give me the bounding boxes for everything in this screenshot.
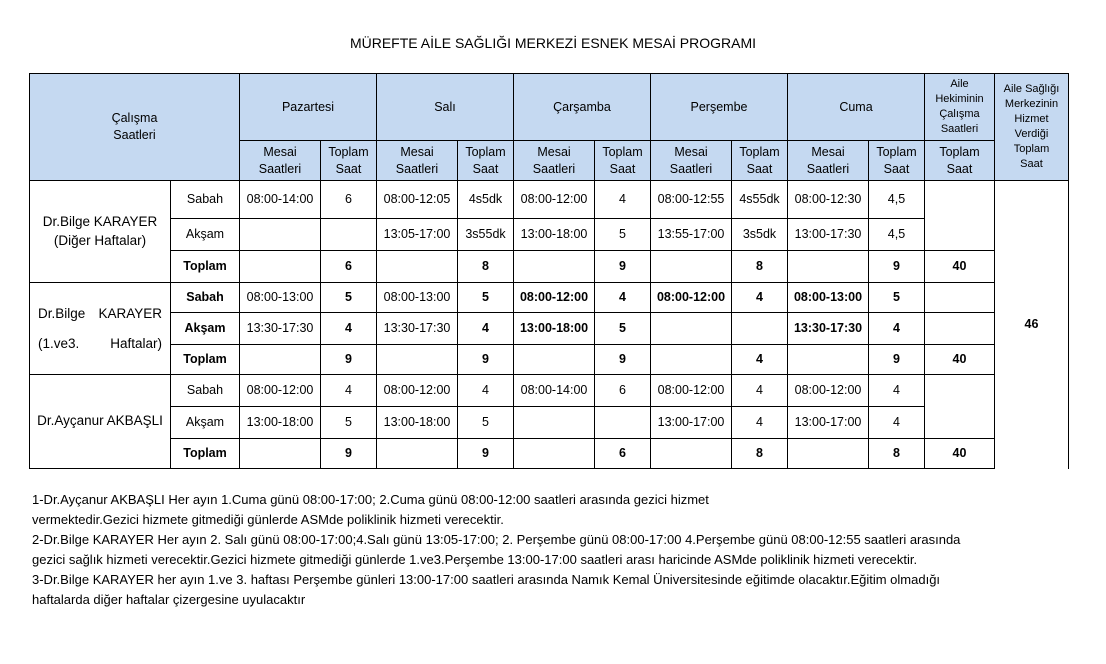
cell: 13:00-18:00 (514, 313, 595, 345)
cell: 13:00-17:00 (788, 407, 869, 439)
header-toplam: Toplam Saat (732, 141, 788, 181)
cell: 9 (869, 345, 925, 375)
row-label: Toplam (171, 345, 240, 375)
cell: 9 (595, 345, 651, 375)
cell: 4 (732, 345, 788, 375)
doctor-total: 40 (925, 439, 995, 469)
cell: 13:30-17:30 (788, 313, 869, 345)
cell: 4 (869, 375, 925, 407)
table-row (30, 313, 1069, 345)
cell: 9 (595, 251, 651, 283)
cell (925, 181, 995, 251)
cell (925, 283, 995, 313)
table-row (30, 407, 1069, 439)
cell: 5 (458, 407, 514, 439)
cell (651, 251, 732, 283)
note-line: 3-Dr.Bilge KARAYER her ayın 1.ve 3. haftası Perşembe günleri 13:00-17:00 saatleri arasında Namık Kemal Üniversitesinde eğitimde olacaktır.Eğitim olmadığı (32, 572, 941, 587)
cell: 13:05-17:00 (377, 219, 458, 251)
cell: 13:30-17:30 (377, 313, 458, 345)
cell: 4 (732, 375, 788, 407)
cell: 08:00-12:00 (651, 283, 732, 313)
cell (514, 439, 595, 469)
header-toplam: Toplam Saat (595, 141, 651, 181)
header-mesai: Mesai Saatleri (240, 141, 321, 181)
header-toplam: Toplam Saat (321, 141, 377, 181)
cell: 3s5dk (732, 219, 788, 251)
doctor-name: Dr.Bilge KARAYER (Diğer Haftalar) (30, 181, 171, 283)
cell (595, 407, 651, 439)
cell: 13:00-18:00 (377, 407, 458, 439)
cell (321, 219, 377, 251)
header-mesai: Mesai Saatleri (514, 141, 595, 181)
header-calisma-saatleri: Çalışma Saatleri (30, 74, 240, 181)
cell: 4 (869, 313, 925, 345)
cell: 8 (869, 439, 925, 469)
doctor-name: Dr.Ayçanur AKBAŞLI (30, 375, 171, 469)
cell: 4 (458, 313, 514, 345)
asm-total-value: 46 (995, 181, 1069, 469)
cell: 5 (321, 283, 377, 313)
cell: 08:00-12:55 (651, 181, 732, 219)
cell (377, 439, 458, 469)
cell (651, 313, 732, 345)
cell: 13:55-17:00 (651, 219, 732, 251)
cell (925, 375, 995, 439)
cell (925, 313, 995, 345)
cell: 08:00-12:00 (651, 375, 732, 407)
doctor-total: 40 (925, 251, 995, 283)
cell (514, 407, 595, 439)
cell: 3s55dk (458, 219, 514, 251)
header-asm-total: Aile Sağlığı Merkezinin Hizmet Verdiği Toplam Saat (995, 74, 1069, 181)
cell: 13:30-17:30 (240, 313, 321, 345)
cell: 08:00-13:00 (377, 283, 458, 313)
cell: 6 (321, 251, 377, 283)
header-day-carsamba: Çarşamba (514, 74, 651, 141)
cell: 9 (321, 439, 377, 469)
cell (240, 345, 321, 375)
cell: 08:00-12:05 (377, 181, 458, 219)
cell: 4,5 (869, 181, 925, 219)
cell: 08:00-12:00 (240, 375, 321, 407)
doctor-total: 40 (925, 345, 995, 375)
cell: 08:00-12:00 (788, 375, 869, 407)
row-label: Toplam (171, 439, 240, 469)
cell: 4 (732, 283, 788, 313)
cell: 4 (458, 375, 514, 407)
cell: 9 (458, 345, 514, 375)
cell: 5 (458, 283, 514, 313)
row-label: Toplam (171, 251, 240, 283)
row-label: Sabah (171, 181, 240, 219)
header-day-persembe: Perşembe (651, 74, 788, 141)
cell (732, 313, 788, 345)
cell: 4s55dk (732, 181, 788, 219)
cell: 4 (321, 313, 377, 345)
cell: 08:00-14:00 (240, 181, 321, 219)
row-label: Akşam (171, 313, 240, 345)
cell: 4 (321, 375, 377, 407)
table-row (30, 345, 1069, 375)
cell: 9 (458, 439, 514, 469)
cell: 5 (869, 283, 925, 313)
note-line: vermektedir.Gezici hizmete gitmediği günlerde ASMde poliklinik hizmeti verecektir. (32, 512, 504, 527)
cell: 08:00-12:00 (514, 181, 595, 219)
header-toplam: Toplam Saat (458, 141, 514, 181)
table-row (30, 439, 1069, 469)
cell: 6 (595, 375, 651, 407)
cell: 8 (732, 251, 788, 283)
cell: 6 (595, 439, 651, 469)
cell: 13:00-18:00 (240, 407, 321, 439)
cell (377, 345, 458, 375)
row-label: Akşam (171, 407, 240, 439)
cell: 4,5 (869, 219, 925, 251)
cell (240, 219, 321, 251)
header-mesai: Mesai Saatleri (377, 141, 458, 181)
header-toplam: Toplam Saat (869, 141, 925, 181)
schedule-table (29, 73, 1069, 469)
cell: 13:00-17:30 (788, 219, 869, 251)
row-label: Sabah (171, 283, 240, 313)
table-row (30, 283, 1069, 313)
header-aile-hekimi: Aile Hekiminin Çalışma Saatleri (925, 74, 995, 141)
cell (788, 345, 869, 375)
cell: 6 (321, 181, 377, 219)
cell: 4 (595, 181, 651, 219)
header-aile-toplam: Toplam Saat (925, 141, 995, 181)
cell: 08:00-12:00 (377, 375, 458, 407)
table-row (30, 375, 1069, 407)
notes (32, 490, 1032, 610)
cell (514, 345, 595, 375)
cell: 4 (595, 283, 651, 313)
cell: 08:00-12:30 (788, 181, 869, 219)
header-day-pazartesi: Pazartesi (240, 74, 377, 141)
note-line: haftalarda diğer haftalar çizergesine uyulacaktır (32, 592, 306, 607)
cell: 8 (458, 251, 514, 283)
cell: 13:00-18:00 (514, 219, 595, 251)
doctor-name: Dr.Bilge KARAYER (1.ve3. Haftalar) (30, 283, 171, 375)
cell: 8 (732, 439, 788, 469)
header-day-cuma: Cuma (788, 74, 925, 141)
cell: 5 (595, 219, 651, 251)
table-row (30, 219, 1069, 251)
cell (788, 251, 869, 283)
cell: 4 (732, 407, 788, 439)
note-line: 2-Dr.Bilge KARAYER Her ayın 2. Salı günü 08:00-17:00;4.Salı günü 13:05-17:00; 2. Perşembe günü 08:00-17:00 4.Perşembe günü 08:00-12:55 saatleri arasında (32, 532, 961, 547)
cell: 9 (869, 251, 925, 283)
row-label: Sabah (171, 375, 240, 407)
table-row (30, 251, 1069, 283)
cell (514, 251, 595, 283)
cell: 08:00-13:00 (788, 283, 869, 313)
header-day-sali: Salı (377, 74, 514, 141)
header-mesai: Mesai Saatleri (651, 141, 732, 181)
cell (240, 251, 321, 283)
note-line: 1-Dr.Ayçanur AKBAŞLI Her ayın 1.Cuma günü 08:00-17:00; 2.Cuma günü 08:00-12:00 saatleri arasında gezici hizmet (32, 492, 709, 507)
cell (651, 439, 732, 469)
cell: 08:00-13:00 (240, 283, 321, 313)
row-label: Akşam (171, 219, 240, 251)
cell: 4s5dk (458, 181, 514, 219)
cell (377, 251, 458, 283)
header-mesai: Mesai Saatleri (788, 141, 869, 181)
page-title: MÜREFTE AİLE SAĞLIĞI MERKEZİ ESNEK MESAİ PROGRAMI (349, 35, 757, 51)
cell: 08:00-12:00 (514, 283, 595, 313)
cell: 4 (869, 407, 925, 439)
cell: 5 (595, 313, 651, 345)
cell: 13:00-17:00 (651, 407, 732, 439)
cell (651, 345, 732, 375)
note-line: gezici sağlık hizmeti verecektir.Gezici hizmete gitmediği günlerde 1.ve3.Perşembe 13:00-17:00 saatleri arası haricinde ASMde poliklinik hizmeti verecektir. (32, 552, 918, 567)
cell (240, 439, 321, 469)
cell: 08:00-14:00 (514, 375, 595, 407)
table-row (30, 181, 1069, 219)
cell: 9 (321, 345, 377, 375)
cell (788, 439, 869, 469)
cell: 5 (321, 407, 377, 439)
